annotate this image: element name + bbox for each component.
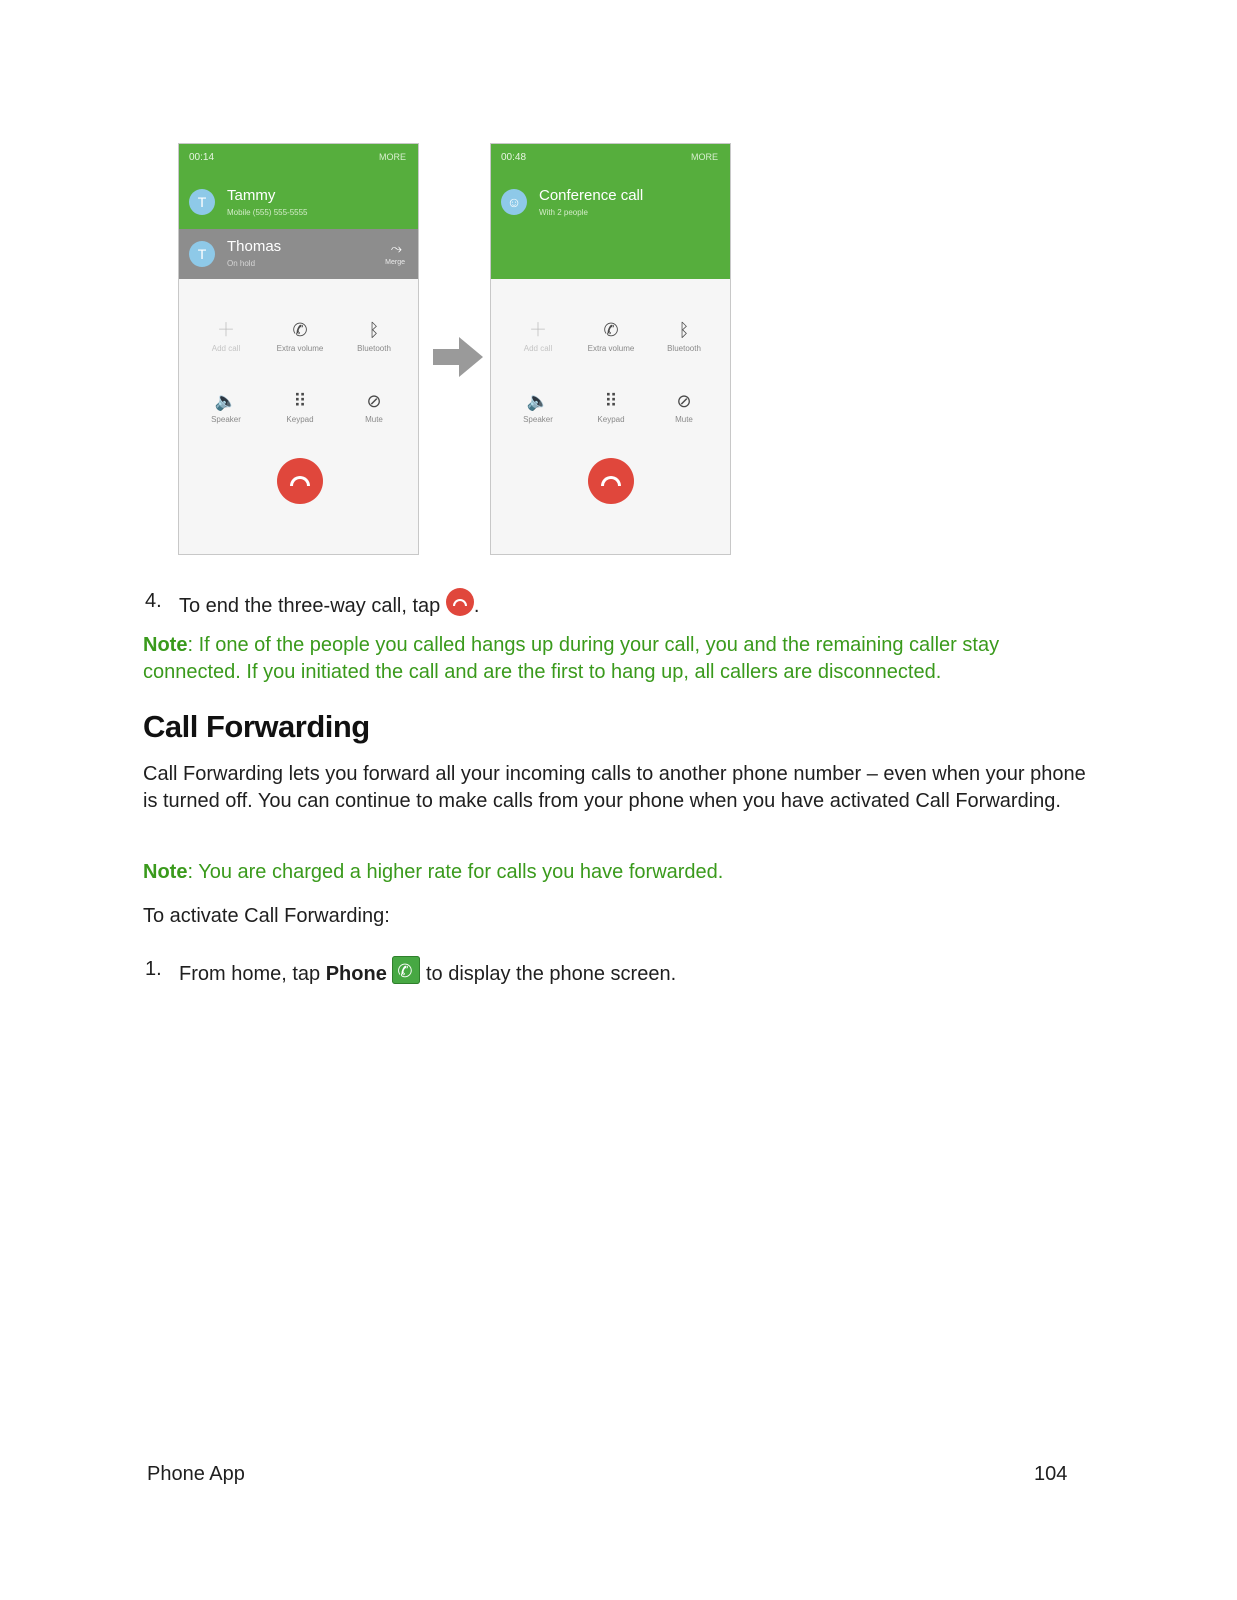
body-paragraph: Call Forwarding lets you forward all your incoming calls to another phone number – even when your phone is turned off. You can continue to make calls from your phone when you have activated Call Forwarding. bbox=[143, 763, 1086, 812]
conference-avatar-icon: ☺ bbox=[501, 189, 527, 215]
caller-number: Mobile (555) 555-5555 bbox=[227, 208, 308, 217]
note-text: : You are charged a higher rate for calls you have forwarded. bbox=[187, 861, 724, 883]
call-timer: 00:48 bbox=[501, 152, 527, 163]
extra-volume-button[interactable] bbox=[265, 318, 335, 353]
note-text: : If one of the people you called hangs up during your call, you and the remaining caller stay connected. If you initiated the call and are the first to hang up, all callers are disconnected. bbox=[143, 634, 1000, 683]
step-period: . bbox=[473, 595, 480, 617]
mic-off-icon: ⊘ bbox=[366, 391, 382, 411]
mute-label: Mute bbox=[675, 415, 693, 424]
on-hold-row[interactable] bbox=[179, 229, 418, 279]
note-label: Note bbox=[143, 861, 188, 883]
step-1-text bbox=[179, 956, 676, 988]
call-header bbox=[491, 144, 730, 279]
phone-app-name: Phone bbox=[325, 963, 387, 985]
plus-icon: ＋ bbox=[217, 320, 235, 340]
add-call-label: Add call bbox=[523, 344, 553, 353]
caller-name: Conference call bbox=[539, 187, 644, 204]
more-button[interactable]: MORE bbox=[691, 152, 718, 162]
call-timer: 00:14 bbox=[189, 152, 215, 163]
call-header bbox=[179, 144, 418, 229]
bluetooth-label: Bluetooth bbox=[357, 344, 391, 353]
caller-name: Tammy bbox=[227, 187, 276, 204]
phone-volume-icon: ✆ bbox=[292, 320, 308, 340]
keypad-button[interactable] bbox=[576, 389, 646, 424]
keypad-button[interactable] bbox=[265, 389, 335, 424]
end-call-button[interactable] bbox=[277, 458, 323, 504]
speaker-button[interactable] bbox=[191, 389, 261, 424]
hold-status: On hold bbox=[227, 259, 256, 268]
phone-screenshot-three-way bbox=[178, 143, 419, 555]
extra-volume-label: Extra volume bbox=[276, 344, 324, 353]
add-call-button[interactable] bbox=[503, 318, 573, 353]
step-4-text bbox=[179, 588, 479, 620]
bluetooth-icon: ᛒ bbox=[368, 320, 380, 340]
end-call-icon bbox=[601, 476, 621, 486]
keypad-icon: ⠿ bbox=[293, 391, 307, 411]
phone-app-icon: ✆ bbox=[392, 956, 420, 984]
step-text: From home, tap bbox=[179, 963, 326, 985]
extra-volume-button[interactable] bbox=[576, 318, 646, 353]
plus-icon: ＋ bbox=[529, 320, 547, 340]
speaker-label: Speaker bbox=[211, 415, 241, 424]
mute-label: Mute bbox=[365, 415, 383, 424]
bluetooth-button[interactable] bbox=[339, 318, 409, 353]
phone-volume-icon: ✆ bbox=[603, 320, 619, 340]
step-text: To end the three-way call, tap bbox=[179, 595, 441, 617]
end-call-icon bbox=[446, 588, 474, 616]
avatar: T bbox=[189, 241, 215, 267]
mute-button[interactable] bbox=[339, 389, 409, 424]
speaker-icon: 🔈 bbox=[214, 391, 238, 411]
more-button[interactable]: MORE bbox=[379, 152, 406, 162]
merge-label: Merge bbox=[385, 259, 405, 266]
end-call-icon bbox=[290, 476, 310, 486]
note-paragraph bbox=[143, 632, 1083, 686]
step-number: 4. bbox=[145, 590, 162, 612]
speaker-label: Speaker bbox=[523, 415, 553, 424]
step-text: to display the phone screen. bbox=[420, 963, 677, 985]
note-label: Note bbox=[143, 634, 188, 656]
held-caller-name: Thomas bbox=[227, 238, 282, 255]
footer-section: Phone App bbox=[147, 1463, 245, 1485]
step-number: 1. bbox=[145, 958, 162, 980]
instruction-intro: To activate Call Forwarding: bbox=[143, 905, 390, 927]
bluetooth-icon: ᛒ bbox=[678, 320, 690, 340]
bluetooth-button[interactable] bbox=[649, 318, 719, 353]
merge-icon[interactable]: ⤳ bbox=[390, 240, 402, 256]
phone-screenshot-conference bbox=[490, 143, 731, 555]
speaker-icon: 🔈 bbox=[526, 391, 550, 411]
keypad-label: Keypad bbox=[286, 415, 314, 424]
end-call-button[interactable] bbox=[588, 458, 634, 504]
page-number: 104 bbox=[1034, 1463, 1068, 1485]
keypad-label: Keypad bbox=[597, 415, 625, 424]
bluetooth-label: Bluetooth bbox=[667, 344, 701, 353]
mute-button[interactable] bbox=[649, 389, 719, 424]
section-heading: Call Forwarding bbox=[143, 709, 370, 744]
note-paragraph bbox=[143, 859, 1083, 886]
keypad-icon: ⠿ bbox=[604, 391, 618, 411]
add-call-label: Add call bbox=[211, 344, 241, 353]
caller-count: With 2 people bbox=[539, 208, 588, 217]
mic-off-icon: ⊘ bbox=[676, 391, 692, 411]
speaker-button[interactable] bbox=[503, 389, 573, 424]
avatar: T bbox=[189, 189, 215, 215]
add-call-button[interactable] bbox=[191, 318, 261, 353]
arrow-right-icon bbox=[433, 337, 483, 377]
extra-volume-label: Extra volume bbox=[587, 344, 635, 353]
